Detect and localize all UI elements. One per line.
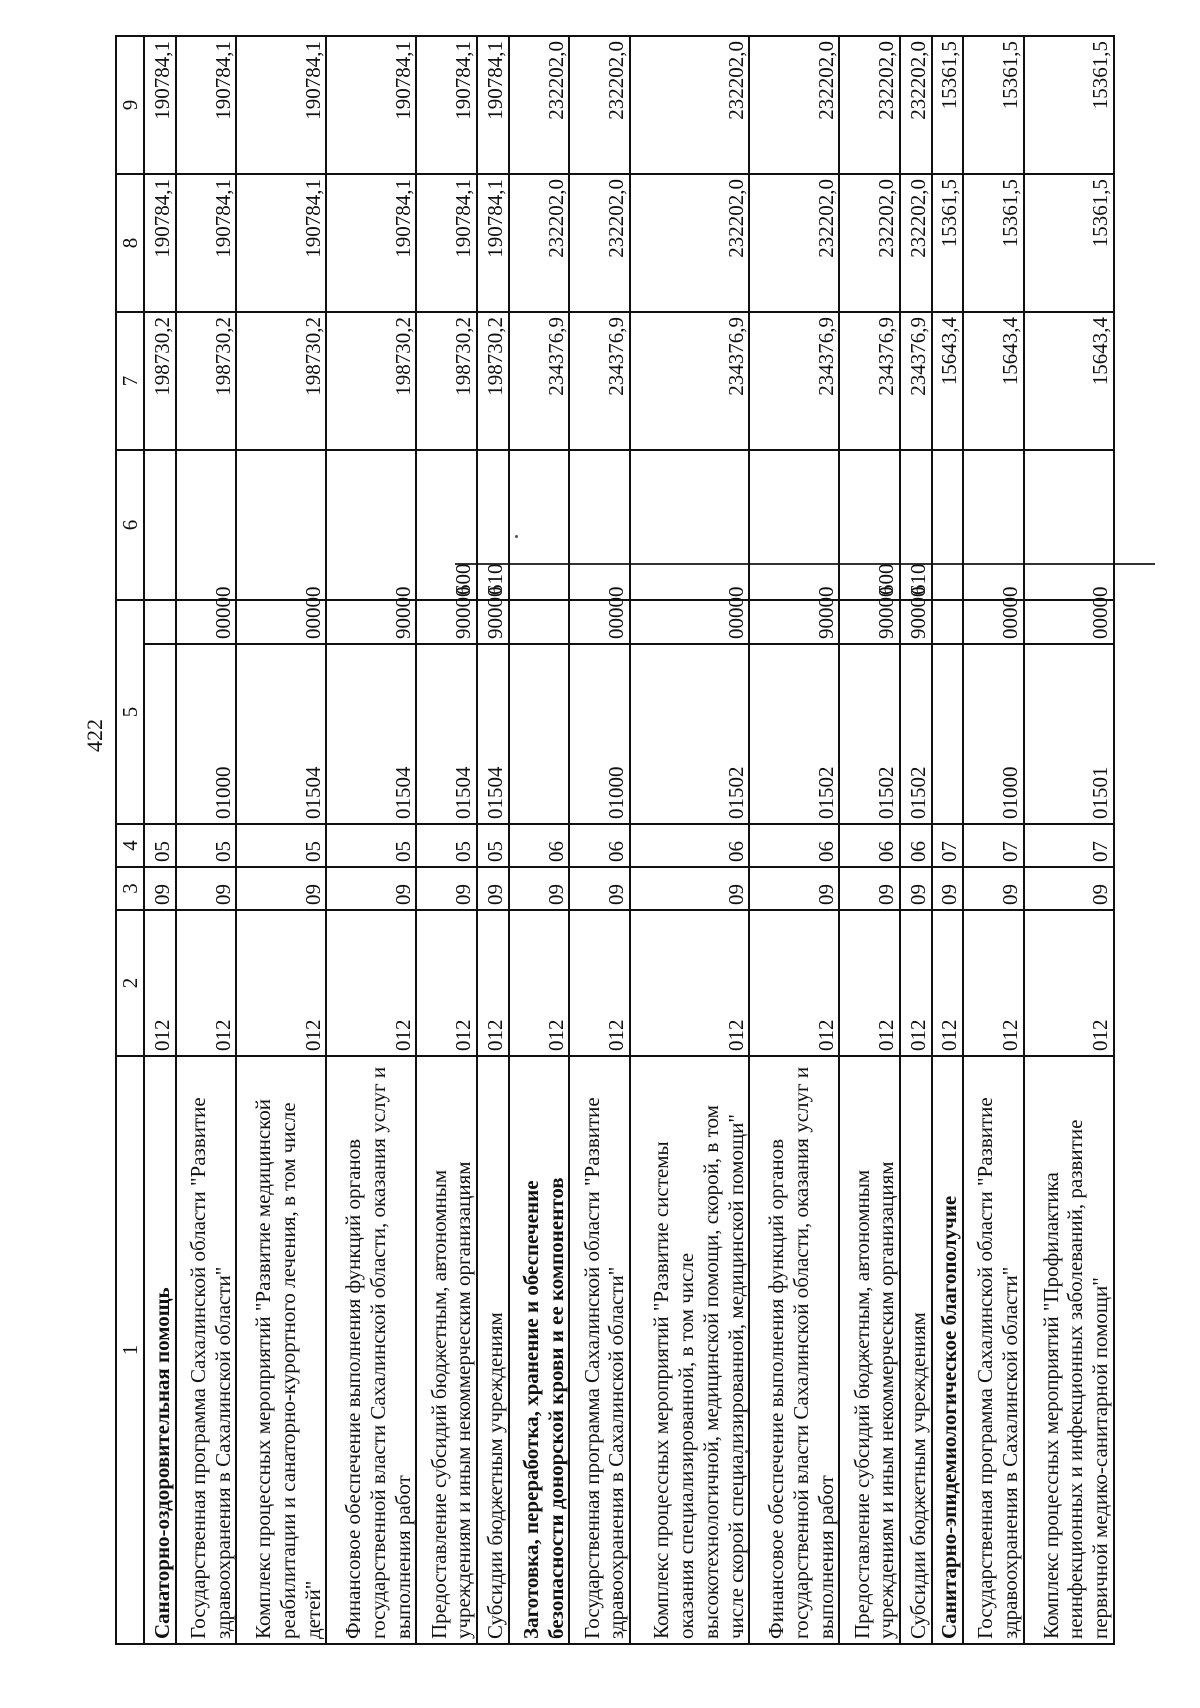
- amount-col9-cell: 15361,5: [932, 36, 964, 174]
- amount-col8-cell: 190784,1: [144, 174, 176, 312]
- amount-col7-cell: 198730,2: [236, 312, 326, 450]
- row-name-cell: Финансовое обеспечение выполнения функций органов государственной власти Сахалинской области, оказания услуг и выполнения работ: [749, 1056, 839, 1644]
- target-article-program-cell: 01000: [176, 644, 237, 824]
- amount-col8-cell: 15361,5: [932, 174, 964, 312]
- target-article-program-cell: 01502: [839, 644, 900, 824]
- amount-col9-cell: 190784,1: [477, 36, 509, 174]
- amount-col9-cell: 232202,0: [630, 36, 749, 174]
- table-row: [749, 36, 839, 1644]
- row-name-cell: Предоставление субсидий бюджетным, автономным учреждениям и иным некоммерческим организациям: [416, 1056, 477, 1644]
- main-manager-code-cell: 012: [630, 910, 749, 1056]
- subsection-code-cell: 05: [416, 824, 477, 867]
- expense-type-cell: [569, 450, 630, 600]
- main-manager-code-cell: 012: [932, 910, 964, 1056]
- amount-col8-cell: 232202,0: [509, 174, 570, 312]
- amount-col9-cell: 190784,1: [176, 36, 237, 174]
- target-article-program-cell: 01501: [1024, 644, 1114, 824]
- amount-col9-cell: 232202,0: [900, 36, 932, 174]
- amount-col7-cell: 234376,9: [839, 312, 900, 450]
- target-article-direction-cell: [144, 600, 176, 644]
- section-code-cell: 09: [144, 867, 176, 910]
- section-code-cell: 09: [900, 867, 932, 910]
- target-article-program-cell: [509, 644, 570, 824]
- subsection-code-cell: 06: [749, 824, 839, 867]
- amount-col8-cell: 232202,0: [900, 174, 932, 312]
- expense-type-cell: 610: [477, 450, 509, 600]
- main-manager-code-cell: 012: [1024, 910, 1114, 1056]
- target-article-program-cell: 01504: [477, 644, 509, 824]
- amount-col7-cell: 234376,9: [630, 312, 749, 450]
- subsection-code-cell: 06: [839, 824, 900, 867]
- table-row: [569, 36, 630, 1644]
- target-article-direction-cell: [932, 600, 964, 644]
- target-article-direction-cell: 90000: [416, 600, 477, 644]
- target-article-program-cell: 01504: [416, 644, 477, 824]
- amount-col7-cell: 234376,9: [509, 312, 570, 450]
- subsection-code-cell: 06: [630, 824, 749, 867]
- table-row: [1024, 36, 1114, 1644]
- row-name-cell: Комплекс процессных мероприятий "Развитие медицинской реабилитации и санаторно-курортного лечения, в том числе детей": [236, 1056, 326, 1644]
- amount-col7-cell: 198730,2: [477, 312, 509, 450]
- section-code-cell: 09: [509, 867, 570, 910]
- target-article-program-cell: 01502: [630, 644, 749, 824]
- target-article-direction-cell: 90000: [326, 600, 416, 644]
- row-name-cell: Предоставление субсидий бюджетным, автономным учреждениям и иным некоммерческим организациям: [839, 1056, 900, 1644]
- header-cell: 4: [116, 824, 144, 867]
- section-code-cell: 09: [569, 867, 630, 910]
- budget-table-rotated: [115, 41, 1115, 1645]
- table-row: [963, 36, 1024, 1644]
- target-article-program-cell: 01502: [749, 644, 839, 824]
- expense-type-cell: [326, 450, 416, 600]
- section-code-cell: 09: [176, 867, 237, 910]
- target-article-program-cell: 01000: [963, 644, 1024, 824]
- row-name-cell: Государственная программа Сахалинской области "Развитие здравоохранения в Сахалинской области": [176, 1056, 237, 1644]
- amount-col9-cell: 190784,1: [416, 36, 477, 174]
- amount-col8-cell: 232202,0: [569, 174, 630, 312]
- amount-col7-cell: 198730,2: [176, 312, 237, 450]
- expense-type-cell: [749, 450, 839, 600]
- table-row: [176, 36, 237, 1644]
- subsection-code-cell: 07: [932, 824, 964, 867]
- target-article-direction-cell: [509, 600, 570, 644]
- row-name-cell: Субсидии бюджетным учреждениям: [477, 1056, 509, 1644]
- row-name-cell: Санитарно-эпидемиологическое благополучие: [932, 1056, 964, 1644]
- target-article-direction-cell: 90000: [839, 600, 900, 644]
- target-article-program-cell: 01502: [900, 644, 932, 824]
- expense-type-cell: [630, 450, 749, 600]
- amount-col9-cell: 232202,0: [509, 36, 570, 174]
- header-cell: 6: [116, 450, 144, 600]
- amount-col9-cell: 190784,1: [144, 36, 176, 174]
- table-row: [477, 36, 509, 1644]
- header-cell: 9: [116, 36, 144, 174]
- subsection-code-cell: 06: [569, 824, 630, 867]
- target-article-direction-cell: 00000: [630, 600, 749, 644]
- table-row: [326, 36, 416, 1644]
- main-manager-code-cell: 012: [569, 910, 630, 1056]
- expense-type-cell: [144, 450, 176, 600]
- row-name-cell: Финансовое обеспечение выполнения функций органов государственной власти Сахалинской области, оказания услуг и выполнения работ: [326, 1056, 416, 1644]
- amount-col9-cell: 232202,0: [569, 36, 630, 174]
- section-code-cell: 09: [326, 867, 416, 910]
- row-name-cell: Государственная программа Сахалинской области "Развитие здравоохранения в Сахалинской области": [569, 1056, 630, 1644]
- main-manager-code-cell: 012: [326, 910, 416, 1056]
- section-code-cell: 09: [839, 867, 900, 910]
- target-article-direction-cell: 90000: [749, 600, 839, 644]
- subsection-code-cell: 05: [236, 824, 326, 867]
- main-manager-code-cell: 012: [236, 910, 326, 1056]
- target-article-program-cell: [932, 644, 964, 824]
- header-cell: 1: [116, 1056, 144, 1644]
- section-code-cell: 09: [236, 867, 326, 910]
- subsection-code-cell: 05: [326, 824, 416, 867]
- section-code-cell: 09: [1024, 867, 1114, 910]
- main-manager-code-cell: 012: [176, 910, 237, 1056]
- page-number: 422: [82, 719, 107, 752]
- target-article-program-cell: 01504: [326, 644, 416, 824]
- expense-type-cell: 610: [900, 450, 932, 600]
- subsection-code-cell: 05: [477, 824, 509, 867]
- main-manager-code-cell: 012: [839, 910, 900, 1056]
- amount-col7-cell: 198730,2: [416, 312, 477, 450]
- table-row: [416, 36, 477, 1644]
- amount-col8-cell: 190784,1: [416, 174, 477, 312]
- amount-col8-cell: 190784,1: [176, 174, 237, 312]
- amount-col7-cell: 15643,4: [963, 312, 1024, 450]
- subsection-code-cell: 07: [963, 824, 1024, 867]
- header-cell: 2: [116, 910, 144, 1056]
- expense-type-cell: 600: [839, 450, 900, 600]
- subsection-code-cell: 05: [144, 824, 176, 867]
- amount-col8-cell: 15361,5: [963, 174, 1024, 312]
- table-row: [509, 36, 570, 1644]
- table-row: [630, 36, 749, 1644]
- target-article-direction-cell: 90000: [900, 600, 932, 644]
- target-article-direction-cell: 00000: [963, 600, 1024, 644]
- amount-col7-cell: 234376,9: [749, 312, 839, 450]
- amount-col9-cell: 15361,5: [963, 36, 1024, 174]
- header-cell: 3: [116, 867, 144, 910]
- table-row: [900, 36, 932, 1644]
- table-row: [236, 36, 326, 1644]
- target-article-program-cell: 01000: [569, 644, 630, 824]
- row-name-cell: Санаторно-оздоровительная помощь: [144, 1056, 176, 1644]
- header-cell: 7: [116, 312, 144, 450]
- expense-type-cell: [176, 450, 237, 600]
- main-manager-code-cell: 012: [900, 910, 932, 1056]
- main-manager-code-cell: 012: [416, 910, 477, 1056]
- main-manager-code-cell: 012: [477, 910, 509, 1056]
- expense-type-cell: [932, 450, 964, 600]
- amount-col7-cell: 198730,2: [326, 312, 416, 450]
- amount-col7-cell: 15643,4: [932, 312, 964, 450]
- amount-col7-cell: 15643,4: [1024, 312, 1114, 450]
- section-code-cell: 09: [749, 867, 839, 910]
- target-article-direction-cell: 00000: [176, 600, 237, 644]
- table-row: [144, 36, 176, 1644]
- target-article-program-cell: [144, 644, 176, 824]
- amount-col9-cell: 15361,5: [1024, 36, 1114, 174]
- main-manager-code-cell: 012: [144, 910, 176, 1056]
- row-name-cell: Субсидии бюджетным учреждениям: [900, 1056, 932, 1644]
- section-code-cell: 09: [477, 867, 509, 910]
- expense-type-cell: 600: [416, 450, 477, 600]
- table-row: [932, 36, 964, 1644]
- expense-type-cell: [963, 450, 1024, 600]
- main-manager-code-cell: 012: [749, 910, 839, 1056]
- main-manager-code-cell: 012: [963, 910, 1024, 1056]
- section-code-cell: 09: [416, 867, 477, 910]
- amount-col9-cell: 190784,1: [326, 36, 416, 174]
- amount-col8-cell: 232202,0: [630, 174, 749, 312]
- target-article-direction-cell: 90000: [477, 600, 509, 644]
- subsection-code-cell: 05: [176, 824, 237, 867]
- amount-col8-cell: 232202,0: [839, 174, 900, 312]
- amount-col8-cell: 190784,1: [236, 174, 326, 312]
- section-code-cell: 09: [963, 867, 1024, 910]
- row-name-cell: Комплекс процессных мероприятий "Развитие системы оказания специализированной, в том числе высокотехнологичной, медицинской помощи, скорой, в том числе скорой специализированной, медицинской помощи": [630, 1056, 749, 1644]
- amount-col9-cell: 232202,0: [839, 36, 900, 174]
- expense-type-cell: [1024, 450, 1114, 600]
- main-manager-code-cell: 012: [509, 910, 570, 1056]
- amount-col7-cell: 234376,9: [900, 312, 932, 450]
- header-cell: 5: [116, 600, 144, 824]
- amount-col7-cell: 234376,9: [569, 312, 630, 450]
- table-body: [144, 36, 1114, 1644]
- row-name-cell: Заготовка, переработка, хранение и обеспечение безопасности донорской крови и ее компонентов: [509, 1056, 570, 1644]
- section-code-cell: 09: [630, 867, 749, 910]
- header-row: [116, 36, 144, 1644]
- row-name-cell: Комплекс процессных мероприятий "Профилактика неинфекционных и инфекционных заболеваний, развитие первичной медико-санитарной помощи": [1024, 1056, 1114, 1644]
- table-row: [839, 36, 900, 1644]
- expense-type-cell: [236, 450, 326, 600]
- row-name-cell: Государственная программа Сахалинской области "Развитие здравоохранения в Сахалинской области": [963, 1056, 1024, 1644]
- budget-table: [115, 35, 1115, 1645]
- amount-col9-cell: 232202,0: [749, 36, 839, 174]
- expense-type-cell: [509, 450, 570, 600]
- amount-col9-cell: 190784,1: [236, 36, 326, 174]
- target-article-direction-cell: 00000: [236, 600, 326, 644]
- amount-col8-cell: 232202,0: [749, 174, 839, 312]
- amount-col8-cell: 190784,1: [326, 174, 416, 312]
- target-article-program-cell: 01504: [236, 644, 326, 824]
- target-article-direction-cell: 00000: [569, 600, 630, 644]
- amount-col7-cell: 198730,2: [144, 312, 176, 450]
- subsection-code-cell: 06: [509, 824, 570, 867]
- amount-col8-cell: 190784,1: [477, 174, 509, 312]
- subsection-code-cell: 06: [900, 824, 932, 867]
- subsection-code-cell: 07: [1024, 824, 1114, 867]
- target-article-direction-cell: 00000: [1024, 600, 1114, 644]
- amount-col8-cell: 15361,5: [1024, 174, 1114, 312]
- section-code-cell: 09: [932, 867, 964, 910]
- header-cell: 8: [116, 174, 144, 312]
